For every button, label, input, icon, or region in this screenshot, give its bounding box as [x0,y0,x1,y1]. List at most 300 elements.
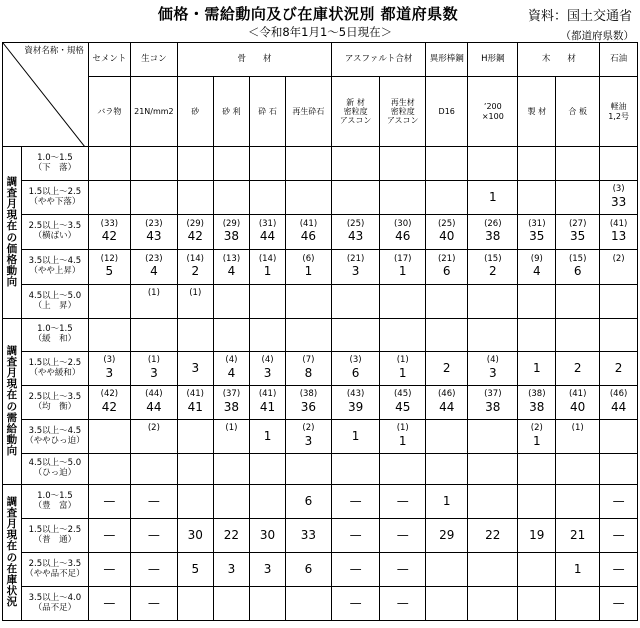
corner-header [3,43,89,147]
prev-count: (26) [484,218,502,229]
value-cell [600,587,638,621]
value-cell [130,181,177,215]
value-cell [556,250,600,285]
prev-count: (44) [145,389,163,400]
value-cell [380,553,426,587]
value-cell [426,519,468,553]
table-row [3,519,638,553]
count: — [349,562,362,576]
prev-count: (7) [302,355,315,366]
value-cell [130,587,177,621]
value-cell [518,587,556,621]
value-cell [250,454,286,485]
table-row [3,215,638,250]
spec-header: 砂 [177,77,213,147]
level-label: 4.5以上～5.0 （ひっ迫） [21,454,88,485]
prev-count: (25) [437,218,456,229]
level-label: 1.0～1.5 （緩 和） [21,319,88,352]
count: — [612,528,625,542]
value-cell [130,485,177,519]
value-cell [213,147,250,181]
count: 4 [150,264,158,279]
prev-count: (33) [100,218,119,229]
prev-count: (29) [222,218,241,229]
count: 4 [227,264,236,279]
value-cell [380,352,426,386]
spec-header: ʼ200 ×100 [468,77,518,147]
value-cell [518,485,556,519]
count: — [396,596,409,610]
value-cell [250,386,286,420]
value-cell [130,319,177,352]
table-row [3,485,638,519]
count: 1 [263,429,272,443]
value-cell [556,485,600,519]
count: — [147,494,160,508]
prev-count: (41) [258,389,277,400]
value-cell [213,587,250,621]
value-cell [331,319,379,352]
count: 6 [573,264,582,279]
value-cell [468,587,518,621]
spec-header: 再生砕石 [285,77,331,147]
prev-count: (1) [147,355,160,366]
value-cell [468,519,518,553]
count: 1 [398,264,407,279]
count: 1 [398,365,407,380]
value-cell [600,319,638,352]
value-cell [213,215,250,250]
value-cell [426,285,468,319]
value-cell [250,519,286,553]
count: — [396,494,409,508]
value-cell [600,181,638,215]
count: 21 [570,528,586,542]
value-cell [556,386,600,420]
count: — [349,494,362,508]
prev-count: (1) [189,288,202,299]
prev-count: (3) [349,355,362,366]
count: 35 [529,229,545,244]
prev-count: (21) [437,253,456,264]
value-cell [600,553,638,587]
prev-count: (41) [609,218,628,229]
value-cell [285,519,331,553]
material-group: 石油 [600,43,638,77]
value-cell [177,285,213,319]
count: 4 [532,264,541,279]
title-text: 価格・需給動向及び在庫状況別 都道府県数 [157,5,459,23]
value-cell [556,587,600,621]
value-cell [518,386,556,420]
value-cell [285,587,331,621]
value-cell [213,285,250,319]
spec-header: 軽油 1,2号 [600,77,638,147]
count: 3 [351,264,360,279]
prev-count: (6) [302,253,315,264]
count: 30 [259,528,276,542]
value-cell [88,319,130,352]
value-cell [130,454,177,485]
value-cell [250,587,286,621]
value-cell [285,215,331,250]
prev-count: (15) [568,253,587,264]
value-cell [331,250,379,285]
value-cell [213,553,250,587]
prev-count: (30) [393,218,412,229]
table-row [3,181,638,215]
table-row [3,454,638,485]
count: — [103,528,116,542]
value-cell [426,147,468,181]
value-cell [380,147,426,181]
count: — [103,562,116,576]
value-cell [177,420,213,454]
value-cell [331,181,379,215]
count [214,434,250,449]
unit-label: （都道府県数） [560,30,634,42]
corner-label: 資材名称・規格 [24,46,84,56]
value-cell [331,352,379,386]
value-cell [213,319,250,352]
value-cell [518,519,556,553]
count: — [147,562,160,576]
value-cell [331,420,379,454]
value-cell [380,386,426,420]
value-cell [88,352,130,386]
prev-count: (43) [346,389,365,400]
prev-count: (1) [147,288,160,299]
prev-count: (31) [528,218,546,229]
value-cell [331,454,379,485]
prev-count: (15) [484,253,502,264]
count: 42 [101,229,117,244]
value-cell [556,215,600,250]
value-cell [380,250,426,285]
value-cell [88,250,130,285]
value-cell [518,352,556,386]
value-cell [250,250,286,285]
value-cell [130,519,177,553]
value-cell [380,215,426,250]
value-cell [468,319,518,352]
table-row [3,250,638,285]
value-cell [285,250,331,285]
value-cell [426,386,468,420]
prev-count: (38) [528,389,546,400]
material-group: H形鋼 [468,43,518,77]
value-cell [130,215,177,250]
count: 2 [573,361,582,375]
count: 43 [347,229,364,244]
prev-count: (4) [261,355,274,366]
value-cell [331,386,379,420]
value-cell [88,386,130,420]
value-cell [518,319,556,352]
value-cell [285,553,331,587]
count: 1 [532,433,541,448]
count: 46 [300,229,317,244]
count: 38 [529,399,545,414]
value-cell [468,285,518,319]
count [556,434,599,449]
value-cell [380,485,426,519]
value-cell [177,215,213,250]
spec-header: 新 材 密粒度 アスコン [331,77,379,147]
count: 2 [442,361,451,375]
count: 22 [223,528,240,542]
level-label: 2.5以上～3.5 （横ばい） [21,215,88,250]
count: 1 [263,264,272,279]
count: 2 [614,361,623,375]
value-cell [556,352,600,386]
value-cell [285,485,331,519]
prev-count: (37) [222,389,241,400]
count: 13 [610,229,627,244]
diagonal-line [3,43,85,147]
value-cell [380,454,426,485]
count: 45 [395,399,411,414]
prev-count: (1) [225,423,238,434]
count: 8 [304,365,313,380]
count: — [612,562,625,576]
section-label: 調 査 月 現 在 の 需 給 動 向 [3,319,22,485]
value-cell [556,420,600,454]
count: — [349,528,362,542]
value-cell [426,587,468,621]
count: 38 [223,229,240,244]
table-row [3,420,638,454]
value-cell [88,485,130,519]
prev-count: (4) [225,355,238,366]
value-cell [331,519,379,553]
value-cell [130,352,177,386]
count: 1 [304,264,313,279]
count: 35 [570,229,586,244]
value-cell [468,485,518,519]
value-cell [600,285,638,319]
prev-count: (37) [484,389,502,400]
table-row [3,386,638,420]
prev-count: (13) [222,253,241,264]
level-label: 3.5以上～4.5 （やや上昇） [21,250,88,285]
value-cell [88,285,130,319]
table-row [3,553,638,587]
value-cell [556,319,600,352]
value-cell [380,519,426,553]
value-cell [600,386,638,420]
count: 1 [351,429,360,443]
count: 33 [610,194,627,209]
count: — [103,596,116,610]
table-row [3,352,638,386]
count: 38 [223,399,240,414]
count: — [103,494,116,508]
value-cell [177,181,213,215]
material-group: 生コン [130,43,177,77]
level-label: 3.5以上～4.0 （品不足） [21,587,88,621]
level-label: 1.0～1.5 （下 落） [21,147,88,181]
prev-count: (41) [186,389,204,400]
count: — [612,494,625,508]
count: 41 [187,399,203,414]
value-cell [130,553,177,587]
value-cell [177,485,213,519]
value-cell [426,215,468,250]
value-cell [426,420,468,454]
value-cell [468,250,518,285]
value-cell [213,485,250,519]
prev-count: (31) [258,218,277,229]
spec-header: 砕 石 [250,77,286,147]
value-cell [285,147,331,181]
prev-count: (46) [609,389,628,400]
value-cell [213,386,250,420]
count: 44 [146,399,162,414]
value-cell [331,285,379,319]
value-cell [518,553,556,587]
table-row [3,147,638,181]
value-cell [600,420,638,454]
value-cell [177,250,213,285]
value-cell [518,454,556,485]
count: 1 [573,562,582,576]
value-cell [426,319,468,352]
value-cell [213,352,250,386]
prev-count: (14) [186,253,204,264]
value-cell [177,352,213,386]
prev-count: (1) [571,423,584,434]
spec-header: 再生材 密粒度 アスコン [380,77,426,147]
value-cell [380,587,426,621]
value-cell [177,553,213,587]
value-cell [88,147,130,181]
value-cell [426,553,468,587]
value-cell [250,215,286,250]
value-cell [250,485,286,519]
section-label: 調 査 月 現 在 の 在 庫 状 況 [3,485,22,621]
value-cell [518,285,556,319]
table-row [3,587,638,621]
value-cell [130,420,177,454]
value-cell [426,454,468,485]
value-cell [213,420,250,454]
count: — [612,596,625,610]
value-cell [285,181,331,215]
value-cell [331,587,379,621]
prev-count: (29) [186,218,204,229]
level-label: 1.5以上～2.5 （やや緩和） [21,352,88,386]
count: 5 [191,562,200,576]
count: 3 [150,365,158,380]
spec-header: 砂 利 [213,77,250,147]
prev-count: (2) [147,423,160,434]
prev-count: (1) [396,423,409,434]
table-row [3,319,638,352]
section-label: 調 査 月 現 在 の 価 格 動 向 [3,147,22,319]
value-cell [600,215,638,250]
count: 3 [263,562,272,576]
value-cell [468,215,518,250]
count: 42 [187,229,203,244]
value-cell [518,215,556,250]
count: 3 [488,365,497,380]
value-cell [130,250,177,285]
prev-count: (23) [145,218,163,229]
value-cell [250,420,286,454]
level-label: 2.5以上～3.5 （均 衡） [21,386,88,420]
prev-count: (21) [346,253,365,264]
source-note: 資料：国土交通省 [527,9,632,24]
value-cell [556,285,600,319]
count: 6 [351,365,360,380]
count: 3 [191,361,200,375]
count [178,299,213,314]
value-cell [331,485,379,519]
count: 30 [187,528,203,542]
value-cell [556,147,600,181]
count: 3 [263,365,272,380]
count: 6 [304,494,313,508]
value-cell [213,519,250,553]
prev-count: (3) [103,355,116,366]
value-cell [518,181,556,215]
value-cell [285,319,331,352]
value-cell [518,420,556,454]
value-cell [250,147,286,181]
value-cell [600,454,638,485]
value-cell [285,454,331,485]
count: 3 [227,562,236,576]
material-group: 木 材 [518,43,600,77]
count: — [349,596,362,610]
prev-count: (2) [612,253,625,264]
material-group: セメント [88,43,130,77]
level-label: 2.5以上～3.5 （やや品不足） [21,553,88,587]
count: 36 [300,399,317,414]
count: 3 [304,433,313,448]
material-group: 骨 材 [177,43,331,77]
count: 44 [259,229,276,244]
count: 41 [259,399,276,414]
spec-header: 製 材 [518,77,556,147]
prev-count: (9) [530,253,543,264]
value-cell [88,215,130,250]
value-cell [88,454,130,485]
value-cell [130,386,177,420]
value-cell [331,553,379,587]
value-cell [177,454,213,485]
count: 46 [395,229,411,244]
survey-table [2,42,638,621]
value-cell [250,319,286,352]
value-cell [130,285,177,319]
value-cell [213,454,250,485]
count: 38 [485,399,501,414]
level-label: 3.5以上～4.5 （ややひっ迫） [21,420,88,454]
prev-count: (23) [145,253,163,264]
count: 1 [442,494,451,508]
level-label: 4.5以上～5.0 （上 昇） [21,285,88,319]
prev-count: (41) [568,389,587,400]
prev-count: (1) [396,355,409,366]
value-cell [600,352,638,386]
value-cell [213,250,250,285]
value-cell [130,147,177,181]
prev-count: (46) [437,389,456,400]
prev-count: (27) [568,218,587,229]
value-cell [426,250,468,285]
